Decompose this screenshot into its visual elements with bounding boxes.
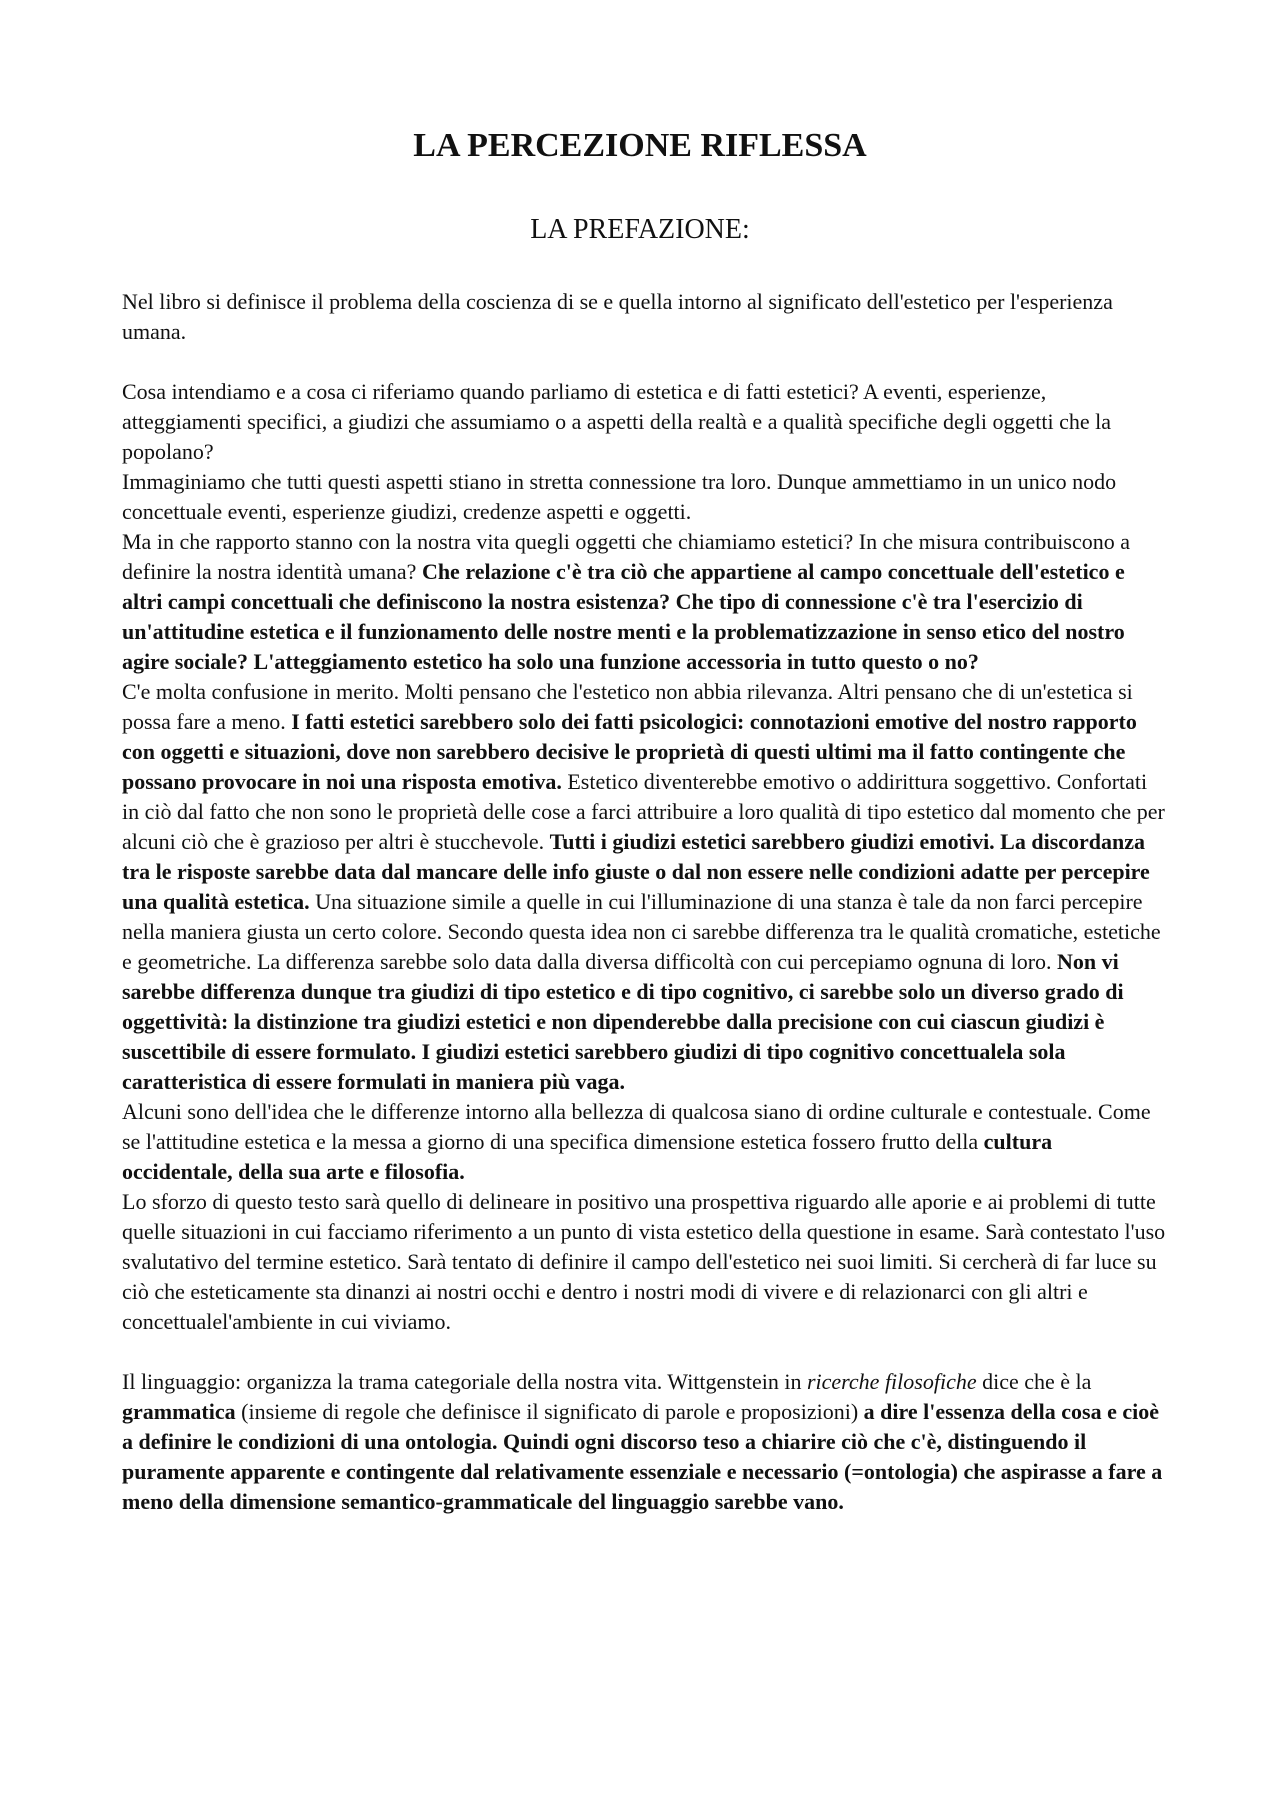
text-run: Lo sforzo di questo testo sarà quello di delineare in positivo una prospettiva riguardo alle aporie e ai problemi di tutte quelle situazioni in cui facciamo riferimento a un punto di vista estetico della questione in esame. Sarà contestato l'uso svalutativo del termine estetico. Sarà tentato di definire il campo dell'estetico nei suoi limiti. Si cercherà di far luce su ciò che esteticamente sta dinanzi ai nostri occhi e dentro i nostri modi di vivere e di relazionarci con gli altri e concettualel'ambiente in cui viviamo. [122, 1189, 1166, 1334]
italic-text-run: ricerche filosofiche [806, 1369, 977, 1394]
bold-text-run: grammatica [122, 1399, 236, 1424]
document-title: LA PERCEZIONE RIFLESSA [413, 127, 867, 164]
text-run: Immaginiamo che tutti questi aspetti stiano in stretta connessione tra loro. Dunque ammettiamo in un unico nodo concettuale eventi, esperienze giudizi, credenze aspetti e oggetti. [122, 469, 1117, 524]
bold-text-run: Tutti i giudizi estetici sarebbero giudizi emotivi. La discordanza tra le risposte sarebbe data dal mancare delle info giuste o dal non essere nelle condizioni adatte per percepire una qualità estetica. [122, 829, 1150, 914]
paragraph [122, 1367, 1168, 1517]
text-run: Ma in che rapporto stanno con la nostra vita quegli oggetti che chiamiamo estetici? In che misura contribuiscono a definire la nostra identità umana? [122, 529, 1131, 584]
text-run: Estetico diventerebbe emotivo o addirittura soggettivo. Confortati in ciò dal fatto che non sono le proprietà delle cose a farci attribuire a loro qualità di tipo estetico dal momento che per alcuni ciò che è grazioso per altri è stucchevole. [122, 769, 1165, 854]
text-run: Una situazione simile a quelle in cui l'illuminazione di una stanza è tale da non farci percepire nella maniera giusta un certo colore. Secondo questa idea non ci sarebbe differenza tra le qualità cromatiche, estetiche e geometriche. La differenza sarebbe solo data dalla diversa difficoltà con cui percepiamo ognuna di loro. [122, 889, 1161, 974]
text-run: Alcuni sono dell'idea che le differenze intorno alla bellezza di qualcosa siano di ordine culturale e contestuale. Come se l'attitudine estetica e la messa a giorno di una specifica dimensione estetica fossero frutto della [122, 1099, 1151, 1154]
text-run: Nel libro si definisce il problema della coscienza di se e quella intorno al significato dell'estetico per l'esperienza umana. [122, 289, 1113, 344]
bold-text-run: a dire l'essenza della cosa e cioè a definire le condizioni di una ontologia. Quindi ogni discorso teso a chiarire ciò che c'è, distinguendo il puramente apparente e contingente dal relativamente essenziale e necessario (=ontologia) che aspirasse a fare a meno della dimensione semantico-grammaticale del linguaggio sarebbe vano. [122, 1399, 1163, 1514]
paragraph [122, 1097, 1168, 1187]
bold-text-run: I fatti estetici sarebbero solo dei fatti psicologici: connotazioni emotive del nostro rapporto con oggetti e situazioni, dove non sarebbero decisive le proprietà di questi ultimi ma il fatto contingente che possano provocare in noi una risposta emotiva. [122, 709, 1137, 794]
document-body [122, 287, 1168, 1517]
bold-text-run: Non vi sarebbe differenza dunque tra giudizi di tipo estetico e di tipo cognitivo, ci sarebbe solo un diverso grado di oggettività: la distinzione tra giudizi estetici e non dipenderebbe dalla precisione con cui ciascun giudizi è suscettibile di essere formulato. I giudizi estetici sarebbero giudizi di tipo cognitivo concettualela sola caratteristica di essere formulati in maniera più vaga. [122, 949, 1124, 1094]
text-run: Il linguaggio: organizza la trama categoriale della nostra vita. Wittgenstein in [122, 1369, 807, 1394]
paragraph [122, 677, 1168, 1097]
text-run: dice che è la [976, 1369, 1092, 1394]
text-run: Cosa intendiamo e a cosa ci riferiamo quando parliamo di estetica e di fatti estetici? A eventi, esperienze, atteggiamenti specifici, a giudizi che assumiamo o a aspetti della realtà e a qualità specifiche degli oggetti che la popolano? [122, 379, 1111, 464]
paragraph [122, 377, 1168, 467]
bold-text-run: cultura occidentale, della sua arte e filosofia. [122, 1129, 1053, 1184]
paragraph [122, 1187, 1168, 1337]
bold-text-run: Che relazione c'è tra ciò che appartiene al campo concettuale dell'estetico e altri campi concettuali che definiscono la nostra esistenza? Che tipo di connessione c'è tra l'esercizio di un'attitudine estetica e il funzionamento delle nostre menti e la problematizzazione in senso etico del nostro agire sociale? L'atteggiamento estetico ha solo una funzione accessoria in tutto questo o no? [122, 559, 1125, 674]
text-run: (insieme di regole che definisce il significato di parole e proposizioni) [235, 1399, 864, 1424]
paragraph [122, 527, 1168, 677]
paragraph [122, 287, 1168, 347]
paragraph [122, 467, 1168, 527]
document-subtitle: LA PREFAZIONE: [530, 214, 750, 245]
text-run: C'e molta confusione in merito. Molti pensano che l'estetico non abbia rilevanza. Altri pensano che di un'estetica si possa fare a meno. [122, 679, 1133, 734]
